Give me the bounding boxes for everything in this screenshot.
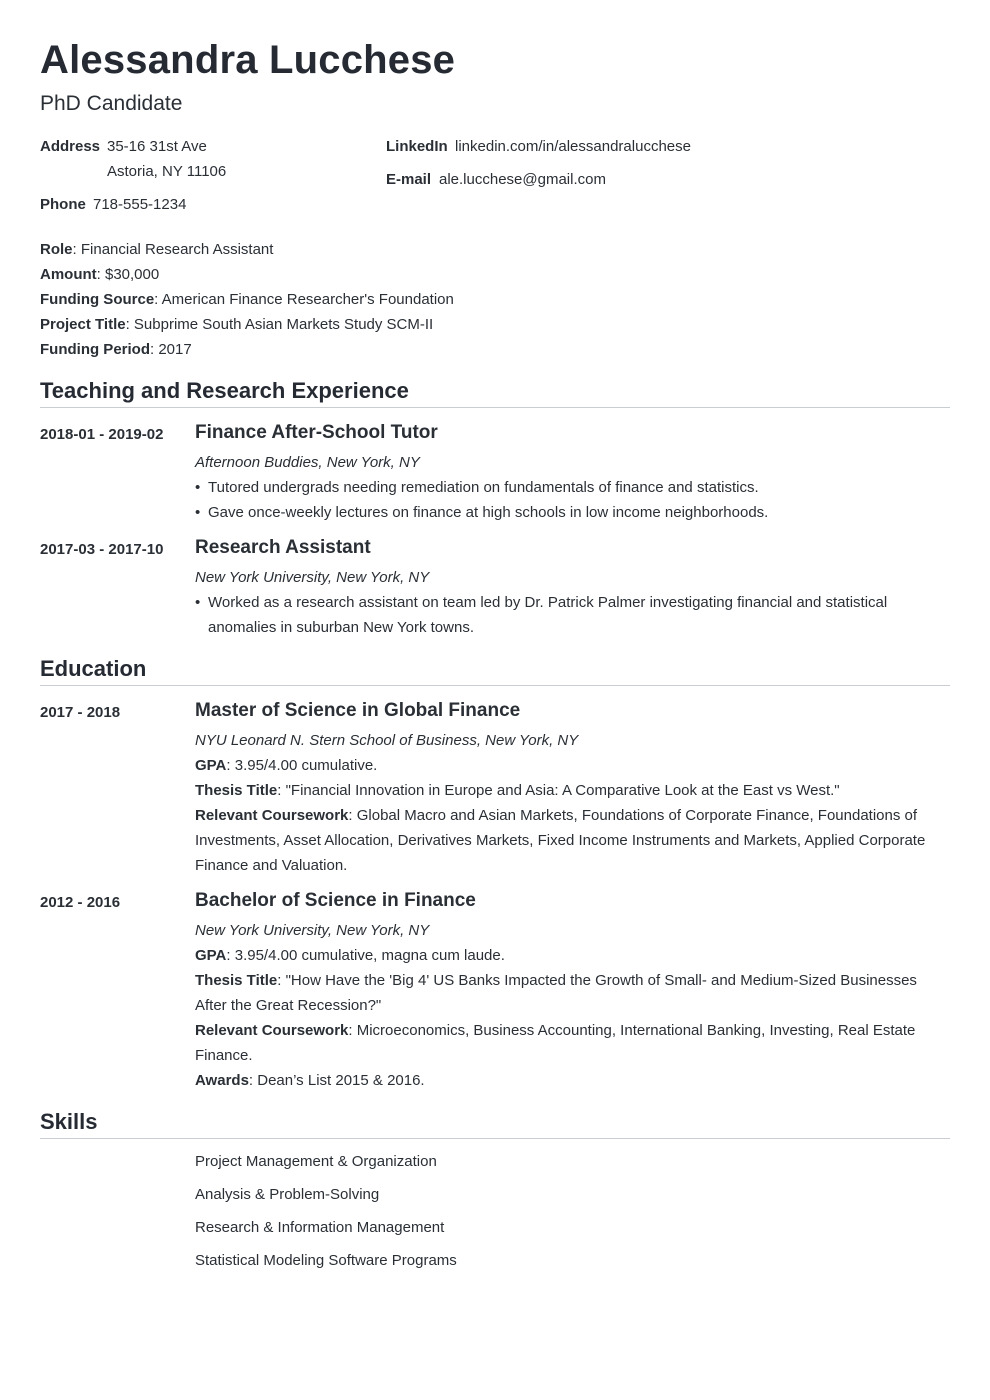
experience-title: Finance After-School Tutor — [195, 422, 438, 443]
bullet-text: Gave once-weekly lectures on finance at high schools in low income neighborhoods. — [208, 504, 769, 521]
experience-bullet — [195, 475, 935, 500]
experience-org: New York University, New York, NY — [195, 569, 430, 586]
skills-heading: Skills — [40, 1108, 950, 1139]
coursework-label: Relevant Coursework — [195, 807, 349, 824]
skill-item: Research & Information Management — [195, 1219, 445, 1236]
phone-label: Phone — [40, 196, 86, 213]
funding-role-value: : Financial Research Assistant — [72, 241, 274, 258]
skill-item: Analysis & Problem-Solving — [195, 1186, 380, 1203]
education-thesis — [195, 968, 935, 1018]
phone-value: 718-555-1234 — [93, 196, 187, 213]
thesis-label: Thesis Title — [195, 782, 278, 799]
funding-source-label: Funding Source — [40, 291, 155, 308]
skill-item: Statistical Modeling Software Programs — [195, 1252, 457, 1269]
experience-bullet — [195, 500, 935, 525]
bullet-icon: • — [195, 479, 201, 496]
education-coursework — [195, 1018, 935, 1068]
email-label: E-mail — [386, 171, 432, 188]
experience-org: Afternoon Buddies, New York, NY — [195, 454, 420, 471]
experience-dates: 2017-03 - 2017-10 — [40, 541, 164, 558]
funding-period — [40, 340, 192, 360]
candidate-title: PhD Candidate — [40, 92, 183, 115]
gpa-label: GPA — [195, 757, 227, 774]
education-gpa — [195, 943, 935, 968]
education-dates: 2017 - 2018 — [40, 704, 121, 721]
education-degree: Bachelor of Science in Finance — [195, 890, 476, 911]
thesis-label: Thesis Title — [195, 972, 278, 989]
education-dates: 2012 - 2016 — [40, 894, 121, 911]
thesis-value: : "How Have the 'Big 4' US Banks Impacted the Growth of Small- and Medium-Sized Businesses After the Great Recession?" — [195, 972, 917, 1014]
awards-value: : Dean’s List 2015 & 2016. — [248, 1072, 425, 1089]
education-school: New York University, New York, NY — [195, 922, 430, 939]
funding-source — [40, 290, 454, 310]
funding-project-label: Project Title — [40, 316, 126, 333]
bullet-icon: • — [195, 594, 201, 611]
email-link[interactable]: ale.lucchese@gmail.com — [439, 171, 606, 188]
bullet-icon: • — [195, 504, 201, 521]
funding-source-value: : American Finance Researcher's Foundation — [154, 291, 454, 308]
experience-heading: Teaching and Research Experience — [40, 377, 950, 408]
candidate-name: Alessandra Lucchese — [40, 38, 456, 82]
coursework-value: : Global Macro and Asian Markets, Foundations of Corporate Finance, Foundations of Investments, Asset Allocation, Derivatives Markets, Fixed Income Instruments and Markets, Applied Corporate Finance and Valuation. — [195, 807, 926, 874]
thesis-value: : "Financial Innovation in Europe and Asia: A Comparative Look at the East vs West." — [277, 782, 840, 799]
linkedin-label: LinkedIn — [386, 138, 448, 155]
funding-project-value: : Subprime South Asian Markets Study SCM-II — [125, 316, 434, 333]
education-gpa — [195, 753, 935, 778]
gpa-value: : 3.95/4.00 cumulative, magna cum laude. — [226, 947, 505, 964]
education-thesis — [195, 778, 935, 803]
linkedin-link[interactable]: linkedin.com/in/alessandralucchese — [455, 138, 691, 155]
gpa-value: : 3.95/4.00 cumulative. — [226, 757, 378, 774]
education-awards — [195, 1068, 935, 1093]
education-coursework — [195, 803, 935, 878]
coursework-value: : Microeconomics, Business Accounting, International Banking, Investing, Real Estate Finance. — [195, 1022, 916, 1064]
experience-title: Research Assistant — [195, 537, 371, 558]
bullet-text: Tutored undergrads needing remediation on fundamentals of finance and statistics. — [208, 479, 759, 496]
funding-project-title — [40, 315, 433, 335]
funding-amount-value: : $30,000 — [96, 266, 160, 283]
funding-amount-label: Amount — [40, 266, 97, 283]
coursework-label: Relevant Coursework — [195, 1022, 349, 1039]
education-degree: Master of Science in Global Finance — [195, 700, 521, 721]
funding-role — [40, 240, 273, 260]
address-line-1: 35-16 31st Ave — [107, 138, 207, 155]
address-line-2: Astoria, NY 11106 — [107, 163, 227, 180]
skill-item: Project Management & Organization — [195, 1153, 437, 1170]
experience-bullet — [195, 590, 895, 640]
experience-dates: 2018-01 - 2019-02 — [40, 426, 164, 443]
funding-amount — [40, 265, 159, 285]
gpa-label: GPA — [195, 947, 227, 964]
education-school: NYU Leonard N. Stern School of Business, New York, NY — [195, 732, 579, 749]
funding-period-label: Funding Period — [40, 341, 150, 358]
funding-role-label: Role — [40, 241, 73, 258]
address-label: Address — [40, 138, 101, 155]
education-heading: Education — [40, 655, 950, 686]
bullet-text: Worked as a research assistant on team led by Dr. Patrick Palmer investigating financial and statistical anomalies in suburban New York towns. — [208, 594, 888, 636]
funding-period-value: : 2017 — [150, 341, 192, 358]
awards-label: Awards — [195, 1072, 249, 1089]
